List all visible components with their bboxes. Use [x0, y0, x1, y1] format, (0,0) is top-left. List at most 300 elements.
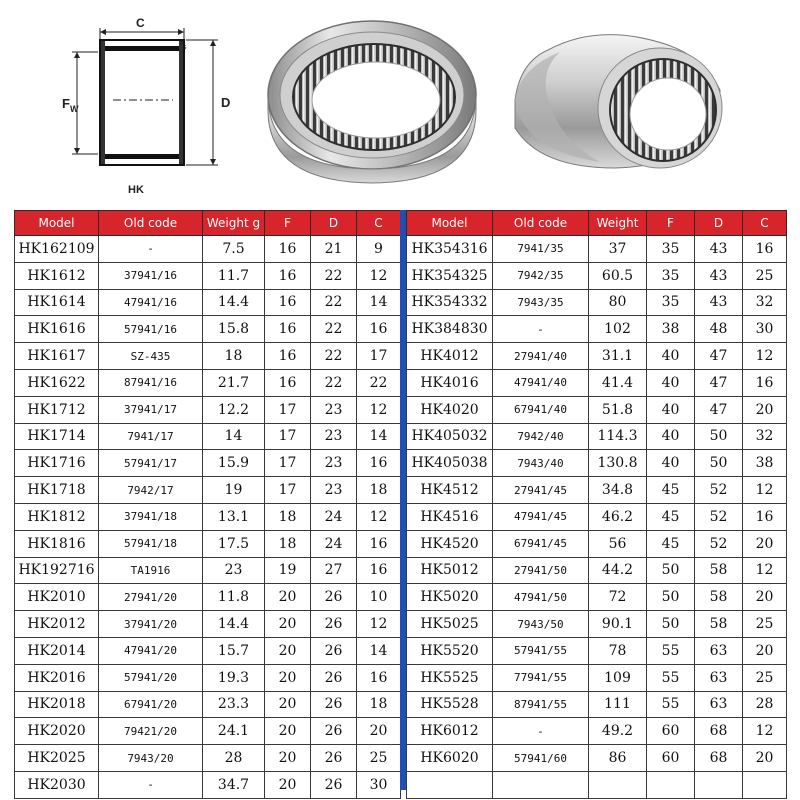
weight-cell: 14.4 [203, 611, 265, 638]
old-code-cell: 57941/17 [99, 450, 203, 477]
model-cell: HK5520 [407, 637, 493, 664]
col-header: F [647, 211, 695, 236]
old-code-cell: 57941/55 [493, 637, 589, 664]
col-header: Weight g [203, 211, 265, 236]
table-row [15, 477, 401, 504]
c-cell: 16 [743, 369, 787, 396]
col-header: D [695, 211, 743, 236]
model-cell: HK4020 [407, 396, 493, 423]
f-cell: 16 [265, 369, 311, 396]
f-cell: 40 [647, 450, 695, 477]
diagram-caption: HK [128, 184, 144, 196]
d-cell: 58 [695, 557, 743, 584]
weight-cell: 46.2 [589, 503, 647, 530]
col-header: Model [15, 211, 99, 236]
table-row [407, 343, 787, 370]
col-header: Old code [493, 211, 589, 236]
model-cell: HK5025 [407, 611, 493, 638]
d-cell [695, 771, 743, 798]
f-cell: 20 [265, 745, 311, 772]
weight-cell: 12.2 [203, 396, 265, 423]
weight-cell: 24.1 [203, 718, 265, 745]
table-row [15, 691, 401, 718]
table-row [407, 316, 787, 343]
model-cell: HK1612 [15, 262, 99, 289]
c-cell: 16 [357, 530, 401, 557]
old-code-cell: 7943/50 [493, 611, 589, 638]
table-row [15, 664, 401, 691]
c-cell [743, 771, 787, 798]
table-row [407, 236, 787, 263]
f-cell: 20 [265, 691, 311, 718]
weight-cell: 19 [203, 477, 265, 504]
weight-cell: 114.3 [589, 423, 647, 450]
table-row [407, 369, 787, 396]
f-cell: 40 [647, 423, 695, 450]
weight-cell: 7.5 [203, 236, 265, 263]
table-row [407, 423, 787, 450]
table-row [15, 262, 401, 289]
d-cell: 48 [695, 316, 743, 343]
old-code-cell: 87941/55 [493, 691, 589, 718]
d-cell: 68 [695, 745, 743, 772]
weight-cell: 34.8 [589, 477, 647, 504]
d-cell: 63 [695, 637, 743, 664]
f-cell: 35 [647, 289, 695, 316]
d-cell: 26 [311, 611, 357, 638]
table-row [15, 316, 401, 343]
c-cell: 16 [357, 664, 401, 691]
f-cell: 55 [647, 691, 695, 718]
table-row [407, 530, 787, 557]
old-code-cell: 47941/50 [493, 584, 589, 611]
model-cell: HK2018 [15, 691, 99, 718]
d-cell: 43 [695, 262, 743, 289]
spec-table-left [14, 210, 401, 799]
model-cell: HK354332 [407, 289, 493, 316]
col-header: Model [407, 211, 493, 236]
table-row [407, 611, 787, 638]
d-cell: 26 [311, 691, 357, 718]
c-cell: 28 [743, 691, 787, 718]
f-cell: 40 [647, 396, 695, 423]
c-cell: 38 [743, 450, 787, 477]
d-cell: 52 [695, 530, 743, 557]
table-row [407, 396, 787, 423]
old-code-cell: 57941/16 [99, 316, 203, 343]
old-code-cell: 27941/45 [493, 477, 589, 504]
model-cell: HK1614 [15, 289, 99, 316]
product-header [0, 0, 800, 205]
table-row [407, 289, 787, 316]
c-cell: 16 [357, 557, 401, 584]
model-cell: HK2016 [15, 664, 99, 691]
d-cell: 24 [311, 530, 357, 557]
old-code-cell: 7942/17 [99, 477, 203, 504]
c-cell: 25 [357, 745, 401, 772]
f-cell [647, 771, 695, 798]
d-cell: 26 [311, 745, 357, 772]
f-cell: 17 [265, 477, 311, 504]
table-row [15, 584, 401, 611]
old-code-cell: 77941/55 [493, 664, 589, 691]
model-cell: HK5012 [407, 557, 493, 584]
weight-cell: 37 [589, 236, 647, 263]
f-cell: 20 [265, 611, 311, 638]
c-cell: 12 [357, 611, 401, 638]
model-cell: HK4016 [407, 369, 493, 396]
weight-cell: 49.2 [589, 718, 647, 745]
old-code-cell: 7941/17 [99, 423, 203, 450]
d-cell: 27 [311, 557, 357, 584]
d-cell: 22 [311, 369, 357, 396]
col-header: C [357, 211, 401, 236]
table-row [407, 745, 787, 772]
weight-cell: 14 [203, 423, 265, 450]
col-header: Weight [589, 211, 647, 236]
d-cell: 26 [311, 718, 357, 745]
c-cell: 10 [357, 584, 401, 611]
f-cell: 45 [647, 503, 695, 530]
model-cell: HK2030 [15, 771, 99, 798]
d-cell: 22 [311, 289, 357, 316]
old-code-cell: 47941/16 [99, 289, 203, 316]
d-cell: 47 [695, 396, 743, 423]
f-cell: 45 [647, 530, 695, 557]
old-code-cell: 7943/20 [99, 745, 203, 772]
table-row [15, 718, 401, 745]
weight-cell: 90.1 [589, 611, 647, 638]
d-cell: 58 [695, 584, 743, 611]
c-cell: 22 [357, 369, 401, 396]
d-cell: 26 [311, 637, 357, 664]
d-cell: 26 [311, 584, 357, 611]
f-cell: 17 [265, 423, 311, 450]
c-cell: 18 [357, 691, 401, 718]
c-cell: 17 [357, 343, 401, 370]
c-cell: 12 [357, 262, 401, 289]
model-cell: HK1622 [15, 369, 99, 396]
col-header: D [311, 211, 357, 236]
spec-table-right [406, 210, 787, 799]
weight-cell: 56 [589, 530, 647, 557]
bearing-photo-angled [515, 35, 722, 168]
col-header: Old code [99, 211, 203, 236]
c-cell: 20 [743, 584, 787, 611]
model-cell: HK162109 [15, 236, 99, 263]
c-cell: 12 [743, 557, 787, 584]
old-code-cell: TA1916 [99, 557, 203, 584]
model-cell: HK2012 [15, 611, 99, 638]
f-cell: 20 [265, 584, 311, 611]
f-cell: 55 [647, 637, 695, 664]
f-cell: 40 [647, 369, 695, 396]
spec-tables [14, 210, 786, 793]
f-cell: 45 [647, 477, 695, 504]
weight-cell: 21.7 [203, 369, 265, 396]
dim-rs-label: $r_s$ [180, 38, 187, 51]
d-cell: 52 [695, 503, 743, 530]
table-row [407, 450, 787, 477]
f-cell: 16 [265, 289, 311, 316]
model-cell [407, 771, 493, 798]
model-cell: HK1616 [15, 316, 99, 343]
d-cell: 63 [695, 664, 743, 691]
old-code-cell [493, 771, 589, 798]
hk-section-diagram [62, 16, 230, 196]
model-cell: HK1718 [15, 477, 99, 504]
c-cell: 20 [743, 396, 787, 423]
model-cell: HK5528 [407, 691, 493, 718]
c-cell: 14 [357, 289, 401, 316]
table-header-row [15, 211, 401, 236]
dim-c-label: C [136, 16, 145, 30]
old-code-cell: 57941/18 [99, 530, 203, 557]
weight-cell: 80 [589, 289, 647, 316]
table-row [407, 477, 787, 504]
f-cell: 19 [265, 557, 311, 584]
weight-cell: 78 [589, 637, 647, 664]
d-cell: 22 [311, 316, 357, 343]
weight-cell: 23 [203, 557, 265, 584]
old-code-cell: 57941/20 [99, 664, 203, 691]
f-cell: 50 [647, 557, 695, 584]
old-code-cell: 7942/35 [493, 262, 589, 289]
d-cell: 24 [311, 503, 357, 530]
c-cell: 30 [743, 316, 787, 343]
model-cell: HK1816 [15, 530, 99, 557]
weight-cell [589, 771, 647, 798]
d-cell: 22 [311, 343, 357, 370]
table-row [15, 450, 401, 477]
old-code-cell: 27941/20 [99, 584, 203, 611]
table-row [15, 611, 401, 638]
f-cell: 35 [647, 262, 695, 289]
f-cell: 38 [647, 316, 695, 343]
f-cell: 20 [265, 664, 311, 691]
c-cell: 16 [357, 450, 401, 477]
weight-cell: 60.5 [589, 262, 647, 289]
model-cell: HK1812 [15, 503, 99, 530]
c-cell: 32 [743, 423, 787, 450]
weight-cell: 23.3 [203, 691, 265, 718]
f-cell: 60 [647, 718, 695, 745]
model-cell: HK1617 [15, 343, 99, 370]
old-code-cell: 47941/45 [493, 503, 589, 530]
d-cell: 21 [311, 236, 357, 263]
model-cell: HK2010 [15, 584, 99, 611]
table-row [15, 503, 401, 530]
f-cell: 16 [265, 316, 311, 343]
table-header-row [407, 211, 787, 236]
c-cell: 32 [743, 289, 787, 316]
weight-cell: 15.9 [203, 450, 265, 477]
old-code-cell: 47941/40 [493, 369, 589, 396]
f-cell: 16 [265, 262, 311, 289]
f-cell: 20 [265, 771, 311, 798]
c-cell: 20 [743, 530, 787, 557]
d-cell: 23 [311, 477, 357, 504]
old-code-cell: 27941/50 [493, 557, 589, 584]
d-cell: 22 [311, 262, 357, 289]
d-cell: 63 [695, 691, 743, 718]
c-cell: 20 [357, 718, 401, 745]
dim-fw-label: $F_W$ [62, 96, 79, 114]
dim-d-label: D [221, 95, 231, 110]
f-cell: 35 [647, 236, 695, 263]
c-cell: 16 [743, 503, 787, 530]
old-code-cell: 7943/35 [493, 289, 589, 316]
table-row [407, 637, 787, 664]
f-cell: 20 [265, 637, 311, 664]
old-code-cell: 79421/20 [99, 718, 203, 745]
d-cell: 23 [311, 396, 357, 423]
table-row [15, 236, 401, 263]
weight-cell: 102 [589, 316, 647, 343]
model-cell: HK2014 [15, 637, 99, 664]
table-row [15, 289, 401, 316]
c-cell: 25 [743, 262, 787, 289]
f-cell: 16 [265, 343, 311, 370]
col-header: C [743, 211, 787, 236]
model-cell: HK1716 [15, 450, 99, 477]
old-code-cell: - [99, 771, 203, 798]
weight-cell: 13.1 [203, 503, 265, 530]
model-cell: HK2020 [15, 718, 99, 745]
weight-cell: 18 [203, 343, 265, 370]
model-cell: HK2025 [15, 745, 99, 772]
old-code-cell: - [99, 236, 203, 263]
f-cell: 17 [265, 396, 311, 423]
old-code-cell: SZ-435 [99, 343, 203, 370]
table-row [15, 423, 401, 450]
weight-cell: 86 [589, 745, 647, 772]
old-code-cell: 7941/35 [493, 236, 589, 263]
old-code-cell: 67941/45 [493, 530, 589, 557]
table-row [15, 343, 401, 370]
model-cell: HK5020 [407, 584, 493, 611]
table-row [15, 396, 401, 423]
table-row [407, 771, 787, 798]
model-cell: HK4512 [407, 477, 493, 504]
weight-cell: 130.8 [589, 450, 647, 477]
model-cell: HK4012 [407, 343, 493, 370]
table-row [407, 584, 787, 611]
old-code-cell: - [493, 718, 589, 745]
model-cell: HK354325 [407, 262, 493, 289]
weight-cell: 31.1 [589, 343, 647, 370]
f-cell: 18 [265, 503, 311, 530]
old-code-cell: 87941/16 [99, 369, 203, 396]
c-cell: 20 [743, 637, 787, 664]
weight-cell: 109 [589, 664, 647, 691]
model-cell: HK1714 [15, 423, 99, 450]
model-cell: HK405038 [407, 450, 493, 477]
model-cell: HK5525 [407, 664, 493, 691]
old-code-cell: 7942/40 [493, 423, 589, 450]
model-cell: HK6020 [407, 745, 493, 772]
weight-cell: 44.2 [589, 557, 647, 584]
c-cell: 25 [743, 664, 787, 691]
col-header: F [265, 211, 311, 236]
model-cell: HK4516 [407, 503, 493, 530]
table-row [15, 530, 401, 557]
old-code-cell: 27941/40 [493, 343, 589, 370]
f-cell: 55 [647, 664, 695, 691]
weight-cell: 72 [589, 584, 647, 611]
table-row [407, 691, 787, 718]
table-row [15, 637, 401, 664]
c-cell: 20 [743, 745, 787, 772]
f-cell: 20 [265, 718, 311, 745]
c-cell: 16 [743, 236, 787, 263]
c-cell: 12 [743, 477, 787, 504]
table-row [407, 664, 787, 691]
d-cell: 26 [311, 664, 357, 691]
weight-cell: 111 [589, 691, 647, 718]
weight-cell: 15.7 [203, 637, 265, 664]
c-cell: 16 [357, 316, 401, 343]
model-cell: HK192716 [15, 557, 99, 584]
d-cell: 52 [695, 477, 743, 504]
table-row [407, 262, 787, 289]
old-code-cell: 47941/20 [99, 637, 203, 664]
c-cell: 12 [743, 718, 787, 745]
model-cell: HK384830 [407, 316, 493, 343]
table-row [407, 557, 787, 584]
bearing-photo-front [268, 21, 476, 183]
c-cell: 14 [357, 637, 401, 664]
weight-cell: 41.4 [589, 369, 647, 396]
d-cell: 23 [311, 423, 357, 450]
f-cell: 18 [265, 530, 311, 557]
weight-cell: 28 [203, 745, 265, 772]
model-cell: HK354316 [407, 236, 493, 263]
old-code-cell: 37941/20 [99, 611, 203, 638]
weight-cell: 11.7 [203, 262, 265, 289]
c-cell: 9 [357, 236, 401, 263]
f-cell: 17 [265, 450, 311, 477]
c-cell: 30 [357, 771, 401, 798]
old-code-cell: 67941/40 [493, 396, 589, 423]
d-cell: 68 [695, 718, 743, 745]
old-code-cell: 67941/20 [99, 691, 203, 718]
model-cell: HK4520 [407, 530, 493, 557]
weight-cell: 51.8 [589, 396, 647, 423]
weight-cell: 15.8 [203, 316, 265, 343]
c-cell: 12 [743, 343, 787, 370]
weight-cell: 19.3 [203, 664, 265, 691]
model-cell: HK6012 [407, 718, 493, 745]
model-cell: HK405032 [407, 423, 493, 450]
d-cell: 26 [311, 771, 357, 798]
model-cell: HK1712 [15, 396, 99, 423]
old-code-cell: 7943/40 [493, 450, 589, 477]
d-cell: 43 [695, 236, 743, 263]
d-cell: 47 [695, 369, 743, 396]
f-cell: 60 [647, 745, 695, 772]
c-cell: 18 [357, 477, 401, 504]
old-code-cell: - [493, 316, 589, 343]
weight-cell: 14.4 [203, 289, 265, 316]
old-code-cell: 37941/17 [99, 396, 203, 423]
c-cell: 12 [357, 396, 401, 423]
table-row [15, 771, 401, 798]
d-cell: 58 [695, 611, 743, 638]
table-row [15, 369, 401, 396]
d-cell: 47 [695, 343, 743, 370]
f-cell: 16 [265, 236, 311, 263]
